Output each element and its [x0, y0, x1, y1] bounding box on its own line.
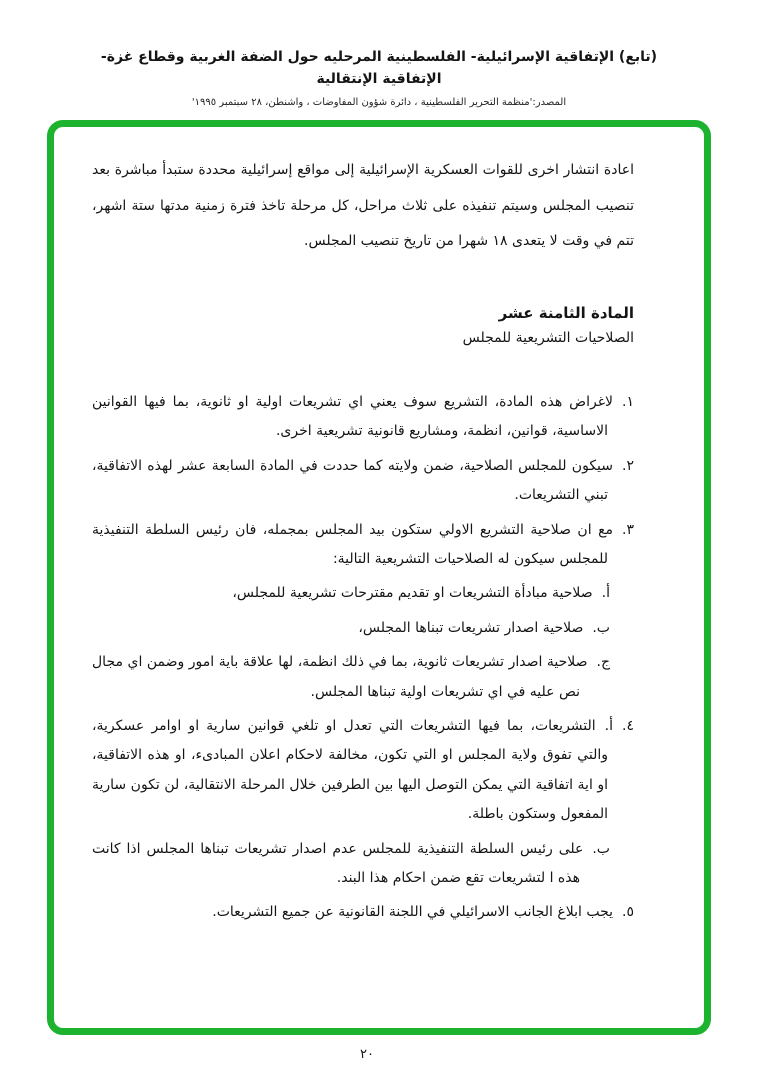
subitem-label: ب.	[592, 619, 610, 636]
list-item-3a	[92, 579, 610, 608]
list-item-2	[92, 452, 634, 511]
item-text: لاغراض هذه المادة، التشريع سوف يعني اي تشريعات اولية او ثانوية، بما فيها القوانين الاساسية، قوانين، انظمة، ومشاريع قانونية تشريعية اخرى.	[92, 394, 614, 440]
list-item-1	[92, 388, 634, 447]
item-number: ٢.	[622, 457, 634, 474]
list-item-4b	[92, 835, 610, 894]
item-number: ١.	[622, 394, 634, 411]
subitem-text: صلاحية مبادأة التشريعات او تقديم مقترحات تشريعية للمجلس،	[232, 585, 593, 602]
subitem-label: أ.	[601, 585, 610, 602]
subitem-label: ج.	[596, 654, 610, 671]
item-text: يجب ابلاغ الجانب الاسرائيلي في اللجنة القانونية عن جميع التشريعات.	[212, 904, 614, 921]
intro-paragraph: اعادة انتشار اخرى للقوات العسكرية الإسرائيلية إلى مواقع إسرائيلية محددة ستبدأ مباشرة بعد تنصيب المجلس وسيتم تنفيذه على ثلاث مراحل، كل مرحلة تاخذ فترة زمنية مدتها ستة اشهر، تتم في وقت لا يتعدى ١٨ شهرا من تاريخ تنصيب المجلس.	[92, 162, 634, 250]
page-number: ٢٠	[360, 1047, 374, 1062]
subitem-text: صلاحية اصدار تشريعات ثانوية، بما في ذلك انظمة، لها علاقة باية امور وضمن اي مجال نص عليه في اي تشريعات اولية تبناها المجلس.	[92, 654, 588, 700]
list-item-5	[92, 898, 634, 927]
article-heading: المادة الثامنة عشر	[498, 304, 634, 323]
document-content	[54, 127, 704, 928]
item-number: ٥.	[622, 904, 634, 921]
subitem-label: ب.	[592, 840, 610, 857]
item-number: ٣.	[622, 521, 634, 538]
subitem-text: صلاحية اصدار تشريعات تبناها المجلس،	[358, 619, 584, 636]
subitem-text: التشريعات، بما فيها التشريعات التي تعدل او تلغي قوانين سارية او اوامر عسكرية، والتي تفوق ولاية المجلس او التي تكون، مخالفة لاحكام اعلان المبادىء، او هذه الاتفاقية، او اية اتفاقية التي يمكن التوصل اليها بين الطرفين خلال المرحلة الانتقالية، لن تكون سارية المفعول وستكون باطلة.	[92, 717, 608, 823]
item-text: سيكون للمجلس الصلاحية، ضمن ولايته كما حددت في المادة السابعة عشر لهذه الاتفاقية، تبني التشريعات.	[92, 457, 614, 504]
list-item-3	[92, 516, 634, 575]
list-item-3c	[92, 648, 610, 707]
page-header	[0, 0, 758, 108]
item-text: مع ان صلاحية التشريع الاولي ستكون بيد المجلس بمجمله، فان رئيس السلطة التنفيذية للمجلس سيكون له الصلاحيات التشريعية التالية:	[92, 521, 614, 568]
item-number: ٤.	[622, 717, 634, 734]
subitem-label: أ.	[604, 717, 614, 734]
article-items	[92, 388, 634, 928]
list-item-3b	[92, 614, 610, 643]
document-title: (تابع) الإتفاقية الإسرائيلية- الفلسطينية المرحليه حول الضفة الغربية وقطاع غزة- الإتفاقية الإنتقالية	[100, 49, 658, 87]
article-subheading: الصلاحيات التشريعية للمجلس	[462, 330, 634, 347]
content-border-box	[47, 120, 711, 1035]
list-item-4a	[92, 712, 634, 830]
source-line: المصدر:'منظمة التحرير الفلسطينية ، دائرة شؤون المفاوضات ، واشنطن، ٢٨ سبتمبر ١٩٩٥'	[191, 97, 567, 108]
subitem-text: على رئيس السلطة التنفيذية للمجلس عدم اصدار تشريعات تبناها المجلس اذا كانت هذه ا لتشريعات تقع ضمن احكام هذا البند.	[92, 840, 584, 886]
